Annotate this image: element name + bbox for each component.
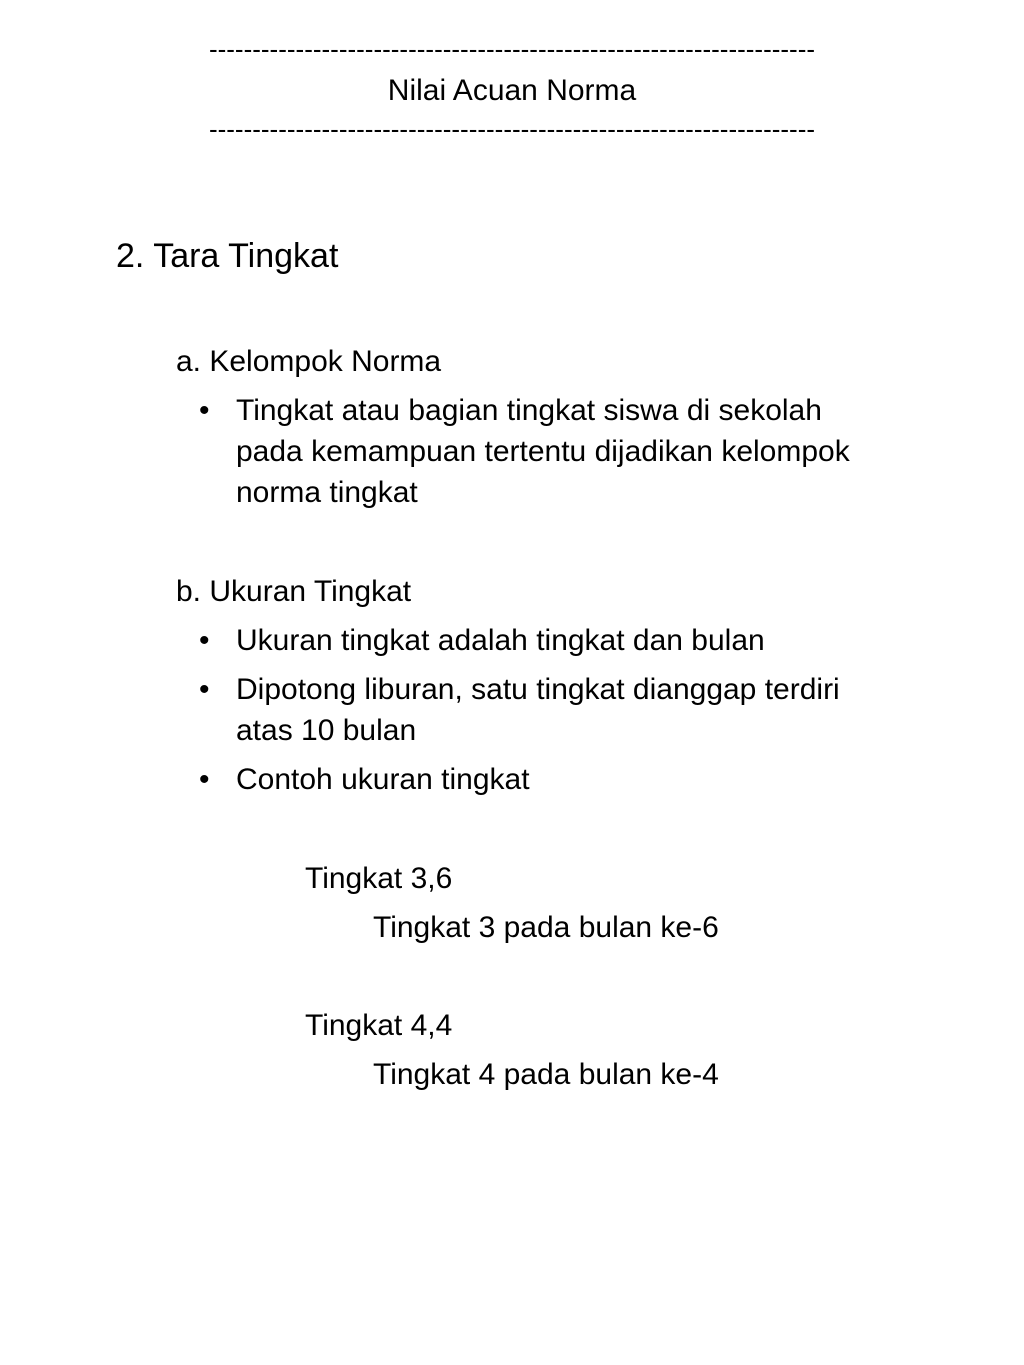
bullet-icon: • [199,394,210,427]
subsection-b-heading: b. Ukuran Tingkat [176,575,412,608]
bullet-text-line: Contoh ukuran tingkat [236,763,530,796]
bullet-icon: • [199,673,210,706]
bullet-text-line: pada kemampuan tertentu dijadikan kelompok [236,435,850,468]
bullet-text-line: Dipotong liburan, satu tingkat dianggap terdiri [236,673,840,706]
bullet-continuation [236,478,418,508]
bullet-text-line: norma tingkat [236,476,418,509]
list-item [199,394,822,427]
example-meaning: Tingkat 3 pada bulan ke-6 [373,911,719,944]
bullet-continuation [236,437,850,467]
list-item [199,763,530,796]
bullet-text-line: Ukuran tingkat adalah tingkat dan bulan [236,624,765,657]
bullet-text-line: Tingkat atau bagian tingkat siswa di sekolah [236,394,822,427]
bottom-dashed-rule: ---------------------------------------------------------------------- [208,114,816,144]
bullet-icon: • [199,624,210,657]
bullet-continuation [236,716,416,746]
top-dashed-rule: ---------------------------------------------------------------------- [208,34,816,64]
bullet-text-line: atas 10 bulan [236,714,417,747]
example-label: Tingkat 4,4 [305,1009,453,1042]
list-item [199,624,765,657]
example-label: Tingkat 3,6 [305,862,453,895]
example-meaning: Tingkat 4 pada bulan ke-4 [373,1058,719,1091]
bullet-icon: • [199,763,210,796]
section-title: 2. Tara Tingkat [116,237,339,275]
subsection-a-heading: a. Kelompok Norma [176,345,442,378]
page-title: Nilai Acuan Norma [387,74,637,107]
list-item [199,673,840,706]
